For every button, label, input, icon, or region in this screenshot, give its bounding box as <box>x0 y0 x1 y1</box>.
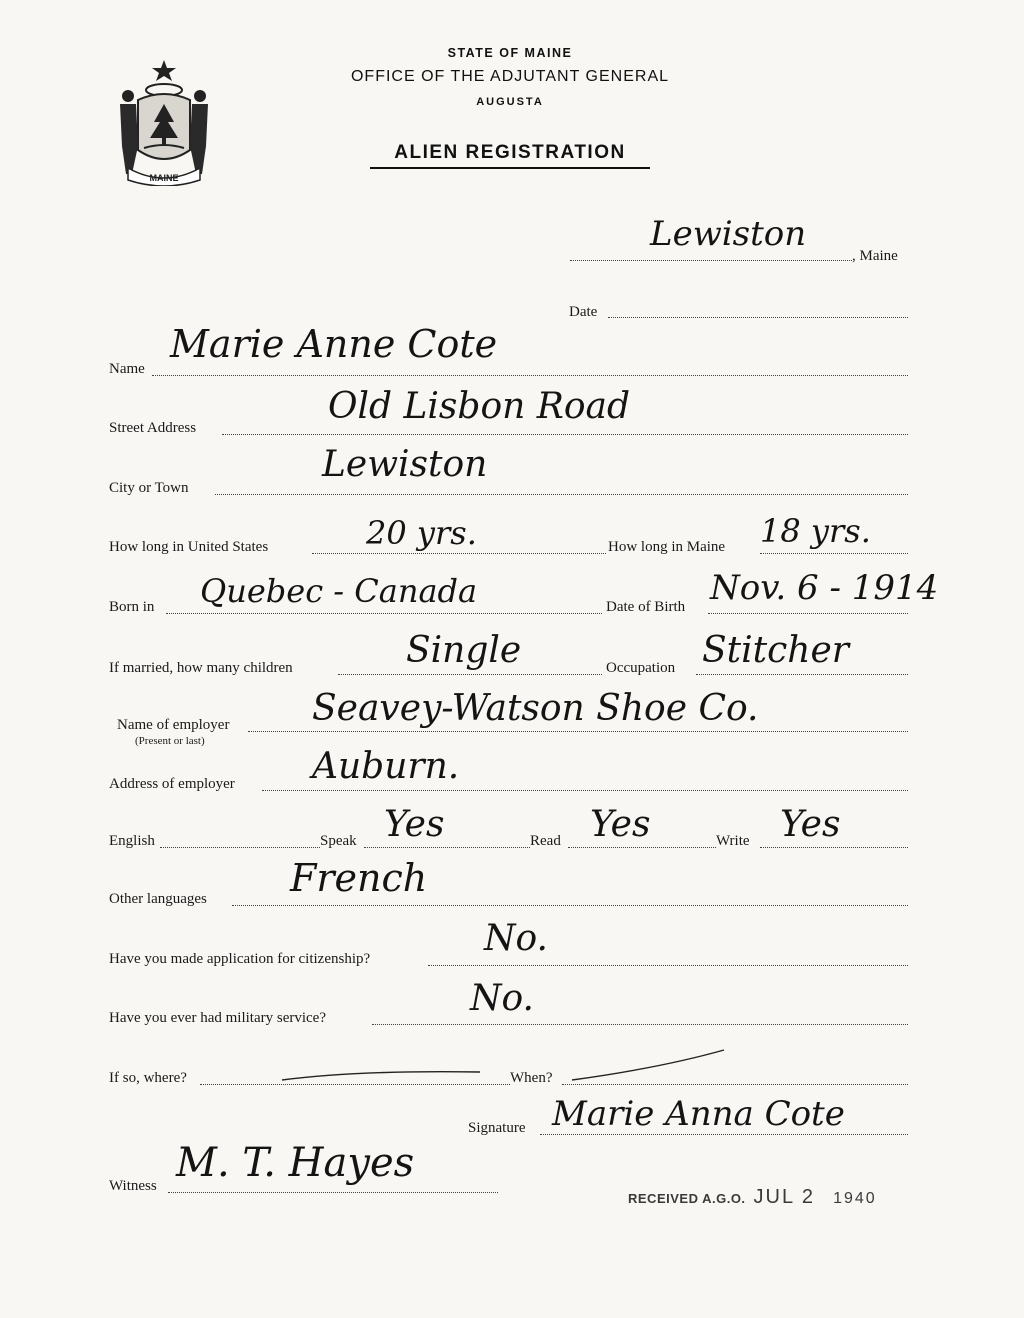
header-state: STATE OF MAINE <box>447 46 573 60</box>
name-line <box>152 375 908 376</box>
born-in-line <box>166 613 602 614</box>
blank-dash-marks <box>280 1040 740 1090</box>
date-label: Date <box>569 304 598 320</box>
signature-label: Signature <box>468 1120 526 1136</box>
maine-state-seal <box>108 56 220 186</box>
town-line <box>570 260 852 261</box>
employer-sub-label: (Present or last) <box>135 735 205 747</box>
married-children-line <box>338 674 602 675</box>
street-line <box>222 434 908 435</box>
witness-line <box>168 1192 498 1193</box>
street-label: Street Address <box>109 420 197 436</box>
other-languages-label: Other languages <box>109 891 207 907</box>
employer-address-value: Auburn. <box>312 746 460 787</box>
date-of-birth-line <box>708 613 908 614</box>
how-long-us-value: 20 yrs. <box>366 514 477 552</box>
how-long-us-label: How long in United States <box>109 539 269 555</box>
maine-label: , Maine <box>852 248 898 264</box>
occupation-line <box>696 674 908 675</box>
write-value: Yes <box>780 804 841 845</box>
read-label: Read <box>530 833 561 849</box>
signature-line <box>540 1134 908 1135</box>
employer-address-line <box>262 790 908 791</box>
city-line <box>215 494 908 495</box>
employer-label: Name of employer <box>117 717 230 733</box>
how-long-maine-line <box>760 553 908 554</box>
name-value: Marie Anne Cote <box>170 322 498 366</box>
stamp-received: RECEIVED A.G.O. <box>628 1191 746 1206</box>
write-label: Write <box>716 833 750 849</box>
military-label: Have you ever had military service? <box>109 1010 326 1026</box>
how-long-us-line <box>312 553 606 554</box>
employer-value: Seavey-Watson Shoe Co. <box>312 688 759 729</box>
how-long-maine-value: 18 yrs. <box>760 512 871 550</box>
city-label: City or Town <box>109 480 189 496</box>
born-in-value: Quebec - Canada <box>200 572 478 610</box>
other-languages-value: French <box>290 856 428 900</box>
write-line <box>760 847 908 848</box>
street-value: Old Lisbon Road <box>328 386 631 427</box>
military-value: No. <box>470 978 534 1019</box>
received-stamp <box>628 1186 877 1209</box>
other-languages-line <box>232 905 908 906</box>
english-label: English <box>109 833 155 849</box>
speak-line <box>364 847 530 848</box>
speak-label: Speak <box>320 833 357 849</box>
title-underline <box>370 167 650 169</box>
form-title: ALIEN REGISTRATION <box>394 142 626 163</box>
english-line <box>160 847 320 848</box>
town-value: Lewiston <box>650 214 807 254</box>
occupation-value: Stitcher <box>702 630 849 671</box>
witness-value: M. T. Hayes <box>176 1140 415 1186</box>
stamp-year: 1940 <box>833 1190 877 1207</box>
header-city: AUGUSTA <box>476 96 544 108</box>
military-line <box>372 1024 908 1025</box>
date-line <box>608 317 908 318</box>
where-label: If so, where? <box>109 1070 187 1086</box>
citizenship-line <box>428 965 908 966</box>
married-children-value: Single <box>406 630 522 671</box>
employer-line <box>248 731 908 732</box>
occupation-label: Occupation <box>606 660 676 676</box>
witness-label: Witness <box>109 1178 157 1194</box>
speak-value: Yes <box>384 804 445 845</box>
stamp-date: JUL 2 <box>753 1186 816 1208</box>
date-of-birth-label: Date of Birth <box>606 599 686 615</box>
read-line <box>568 847 716 848</box>
seal-banner-text: MAINE <box>149 173 179 183</box>
signature-value: Marie Anna Cote <box>552 1094 845 1134</box>
city-value: Lewiston <box>322 444 488 485</box>
header-office: OFFICE OF THE ADJUTANT GENERAL <box>350 68 670 85</box>
read-value: Yes <box>590 804 651 845</box>
born-in-label: Born in <box>109 599 155 615</box>
date-of-birth-value: Nov. 6 - 1914 <box>710 568 939 608</box>
when-label: When? <box>510 1070 553 1086</box>
employer-address-label: Address of employer <box>109 776 235 792</box>
citizenship-value: No. <box>484 918 548 959</box>
how-long-maine-label: How long in Maine <box>608 539 726 555</box>
citizenship-label: Have you made application for citizenship? <box>109 951 371 967</box>
name-label: Name <box>109 361 145 377</box>
married-children-label: If married, how many children <box>109 660 293 676</box>
